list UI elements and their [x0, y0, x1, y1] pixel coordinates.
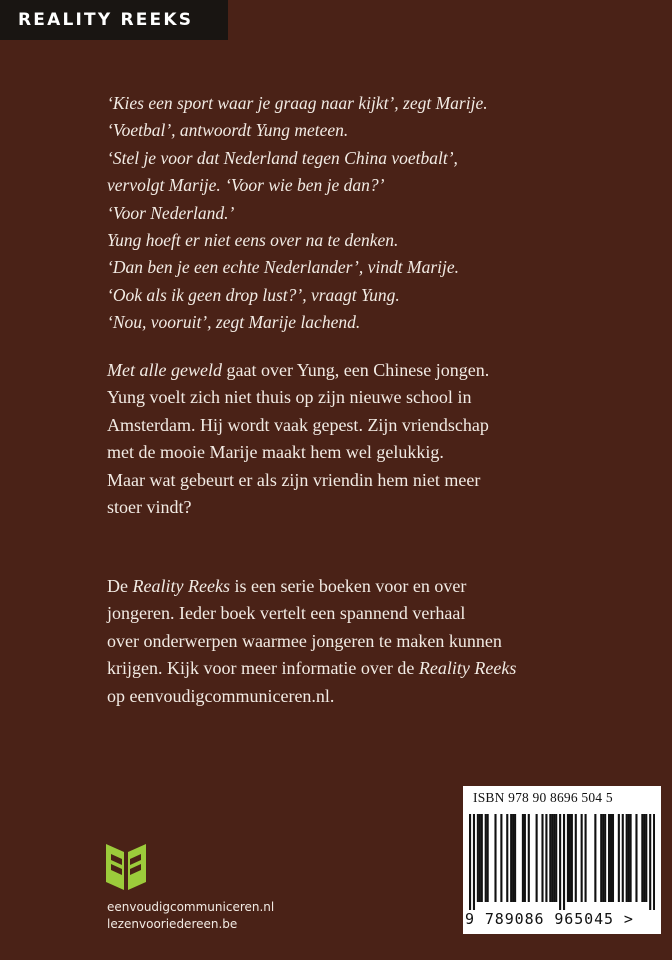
barcode-bar: [641, 814, 643, 902]
barcode-bar: [510, 814, 512, 902]
publisher-url: lezenvooriedereen.be: [107, 917, 238, 931]
barcode-bar: [635, 814, 637, 902]
barcode-bar: [469, 814, 471, 910]
barcode-bar: [569, 814, 571, 902]
dialogue-line: ‘Kies een sport waar je graag naar kijkt’, zegt Marije.: [107, 93, 488, 113]
barcode-bar: [604, 814, 606, 902]
publisher-urls: [107, 899, 274, 933]
barcode-bar: [494, 814, 496, 902]
publisher-url: eenvoudigcommuniceren.nl: [107, 900, 275, 914]
barcode-bar: [610, 814, 612, 902]
about-text: De: [107, 576, 133, 596]
dialogue-line: ‘Voor Nederland.’: [107, 202, 235, 223]
about-text: krijgen. Kijk voor meer informatie over de: [107, 658, 419, 679]
barcode-bar: [643, 814, 645, 902]
barcode-bar: [549, 814, 551, 902]
barcode-bar: [477, 814, 479, 902]
barcode-bar: [602, 814, 604, 902]
series-description: [107, 573, 516, 710]
barcode-bar: [630, 814, 632, 902]
barcode-bar: [487, 814, 489, 902]
barcode-bar: [649, 814, 651, 910]
about-line: [107, 655, 516, 682]
barcode-bar: [575, 814, 577, 902]
barcode-bar: [559, 814, 561, 910]
dialogue-line: ‘Dan ben je een echte Nederlander’, vindt Marije.: [107, 257, 459, 278]
barcode-bar: [653, 814, 655, 910]
barcode-bar: [541, 814, 543, 902]
summary-text: gaat over Yung, een Chinese jongen.: [221, 360, 490, 380]
barcode-bar: [536, 814, 538, 902]
book-title: Met alle geweld: [107, 360, 222, 380]
barcode-bars: [469, 814, 655, 910]
isbn-barcode: [463, 786, 661, 934]
isbn-label: ISBN 978 90 8696 504 5: [473, 790, 613, 805]
summary-line: [107, 357, 489, 384]
summary-line: met de mooie Marije maakt hem wel gelukkig.: [107, 442, 444, 463]
series-name: Reality Reeks: [132, 576, 230, 596]
book-leaf-logo-icon: [104, 840, 148, 892]
barcode-bar: [481, 814, 483, 902]
barcode-bar: [555, 814, 557, 902]
ean-digits: 9 789086 965045 >: [465, 910, 634, 928]
dialogue-excerpt: [107, 90, 488, 337]
barcode-bar: [528, 814, 530, 902]
barcode-bar: [608, 814, 610, 902]
barcode-bar: [585, 814, 587, 902]
barcode-bar: [645, 814, 647, 902]
barcode-bar: [581, 814, 583, 902]
barcode-bar: [553, 814, 555, 902]
summary-line: Amsterdam. Hij wordt vaak gepest. Zijn vriendschap: [107, 414, 489, 435]
barcode-bar: [563, 814, 565, 910]
series-label: REALITY REEKS: [0, 0, 228, 40]
barcode-bar: [622, 814, 624, 902]
barcode-bar: [479, 814, 481, 902]
barcode-bar: [522, 814, 524, 902]
barcode-bar: [545, 814, 547, 902]
barcode-bar: [551, 814, 553, 902]
dialogue-line: ‘Stel je voor dat Nederland tegen China voetbalt’,: [107, 147, 458, 168]
about-text: is een serie boeken voor en over: [229, 576, 467, 596]
barcode-bar: [500, 814, 502, 902]
barcode-bar: [571, 814, 573, 902]
barcode-bar: [506, 814, 508, 902]
barcode-bar: [612, 814, 614, 902]
book-summary: [107, 357, 489, 521]
barcode-bar: [514, 814, 516, 902]
summary-line: Maar wat gebeurt er als zijn vriendin hem niet meer: [107, 469, 481, 490]
barcode-bar: [628, 814, 630, 902]
barcode-bar: [626, 814, 628, 902]
barcode-bar: [600, 814, 602, 902]
barcode-bar: [512, 814, 514, 902]
about-line: jongeren. Ieder boek vertelt een spannend verhaal: [107, 603, 466, 624]
dialogue-line: ‘Ook als ik geen drop lust?’, vraagt Yung.: [107, 284, 400, 305]
barcode-bar: [567, 814, 569, 902]
about-line: over onderwerpen waarmee jongeren te maken kunnen: [107, 630, 502, 651]
dialogue-line: ‘Voetbal’, antwoordt Yung meteen.: [107, 120, 349, 141]
series-name: Reality Reeks: [418, 658, 517, 679]
dialogue-line: ‘Nou, vooruit’, zegt Marije lachend.: [107, 312, 361, 333]
barcode-bar: [485, 814, 487, 902]
barcode-bar: [473, 814, 475, 910]
dialogue-line: Yung hoeft er niet eens over na te denken.: [107, 230, 399, 251]
barcode-bar: [618, 814, 620, 902]
barcode-bar: [524, 814, 526, 902]
summary-line: stoer vindt?: [107, 497, 192, 518]
about-line: [107, 573, 516, 600]
summary-line: Yung voelt zich niet thuis op zijn nieuwe school in: [107, 387, 472, 408]
barcode-bar: [594, 814, 596, 902]
about-line: op eenvoudigcommuniceren.nl.: [107, 685, 335, 706]
dialogue-line: vervolgt Marije. ‘Voor wie ben je dan?’: [107, 175, 385, 196]
